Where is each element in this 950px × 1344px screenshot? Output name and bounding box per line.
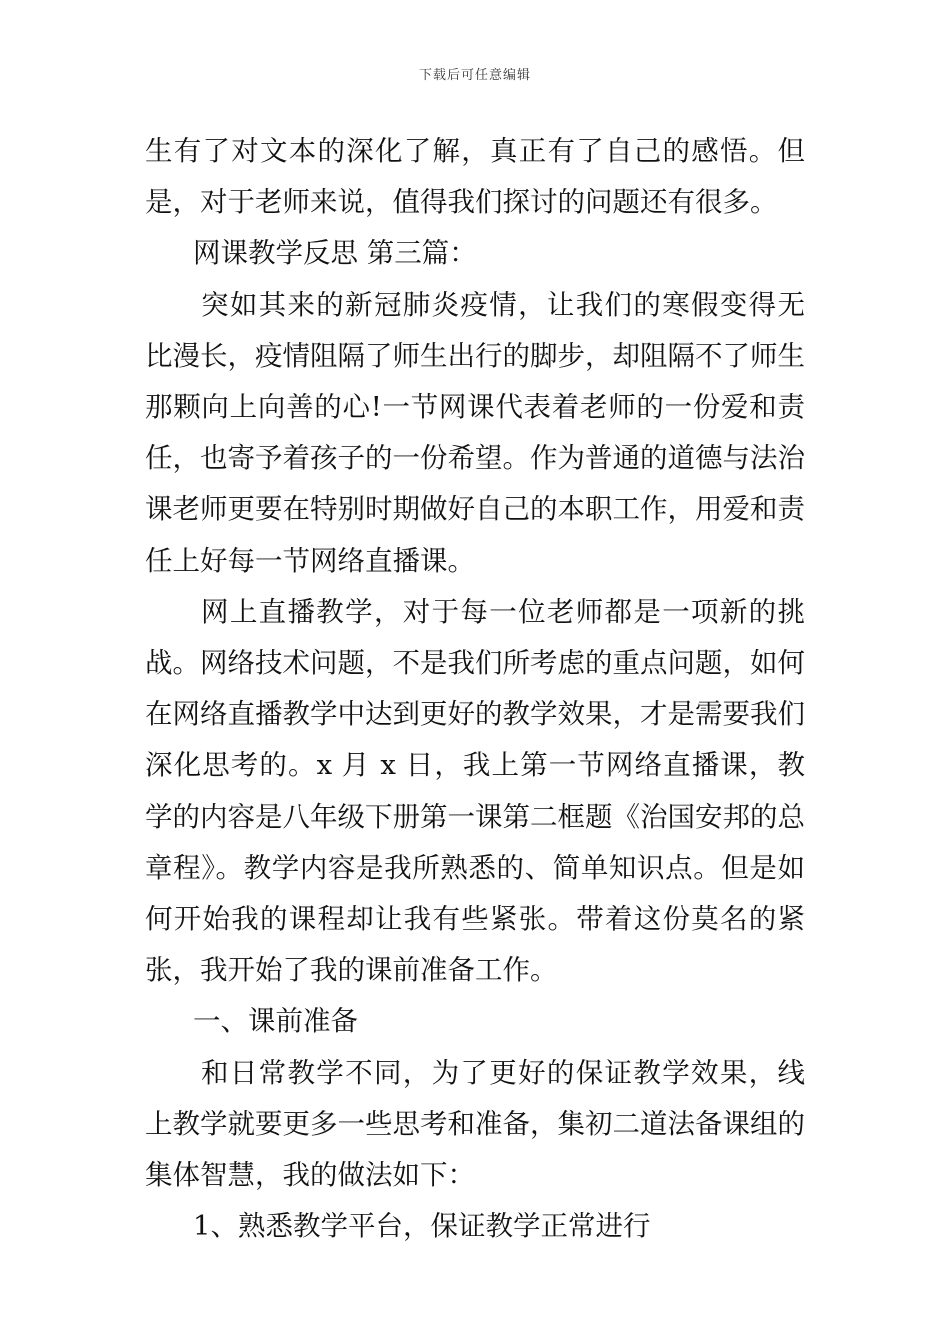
subheading: 一、课前准备 (193, 1005, 358, 1038)
list-item: 1、熟悉教学平台，保证教学正常进行 (193, 1210, 651, 1243)
page-header: 下载后可任意编辑 (418, 68, 531, 83)
section-heading: 网课教学反思 第三篇： (193, 237, 477, 270)
paragraph: 突如其来的新冠肺炎疫情，让我们的寒假变得无比漫长，疫情阻隔了师生出行的脚步，却阻隔不了师生那颗向上向善的心!一节网课代表着老师的一份爱和责任，也寄予着孩子的一份希望。作为普通的道德与法治课老师更要在特别时期做好自己的本职工作，用爱和责任上好每一节网络直播课。 (145, 288, 805, 577)
document-body (145, 126, 805, 1252)
paragraph: 和日常教学不同，为了更好的保证教学效果，线上教学就要更多一些思考和准备，集初二道法备课组的集体智慧，我的做法如下： (145, 1056, 805, 1192)
paragraph-continuation: 生有了对文本的深化了解，真正有了自己的感悟。但是，对于老师来说，值得我们探讨的问题还有很多。 (145, 135, 805, 219)
paragraph: 网上直播教学，对于每一位老师都是一项新的挑战。网络技术问题，不是我们所考虑的重点问题，如何在网络直播教学中达到更好的教学效果，才是需要我们深化思考的。x 月 x 日，我上第一节网络直播课，教学的内容是八年级下册第一课第二框题《治国安邦的总章程》。教学内容是我所熟悉的、简单知识点。但是如何开始我的课程却让我有些紧张。带着这份莫名的紧张，我开始了我的课前准备工作。 (145, 595, 805, 987)
